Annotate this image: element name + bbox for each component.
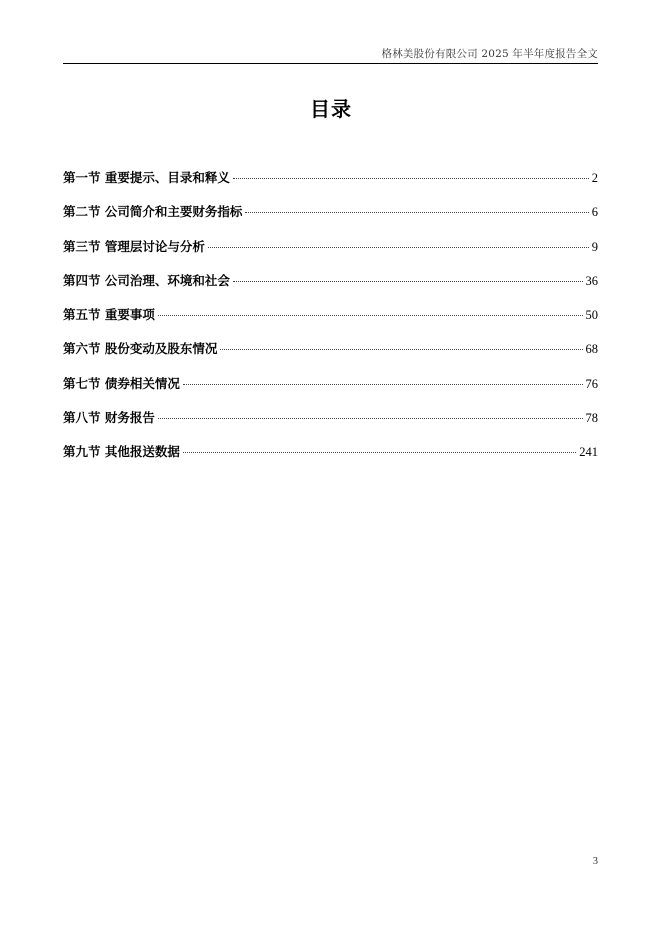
toc-entry[interactable] [63, 237, 598, 271]
dot-leader [208, 247, 589, 248]
dot-leader [233, 178, 589, 179]
dot-leader [245, 212, 588, 213]
toc-entry-page: 9 [591, 239, 598, 254]
toc-entry-label: 第七节 债券相关情况 [63, 375, 180, 391]
toc-entry-label: 第八节 财务报告 [63, 410, 155, 426]
toc-entry-page: 241 [579, 445, 598, 460]
table-of-contents [63, 168, 598, 477]
toc-entry-label: 第九节 其他报送数据 [63, 444, 180, 460]
toc-entry-page: 78 [585, 411, 598, 426]
toc-entry[interactable] [63, 374, 598, 408]
toc-entry[interactable] [63, 202, 598, 236]
toc-entry[interactable] [63, 442, 598, 476]
toc-entry-page: 50 [585, 308, 598, 323]
running-header: 格林美股份有限公司 2025 年半年度报告全文 [381, 48, 598, 60]
toc-entry-page: 36 [585, 273, 598, 288]
toc-entry-label: 第一节 重要提示、目录和释义 [63, 170, 230, 185]
toc-entry-page: 2 [591, 171, 598, 185]
dot-leader [233, 281, 583, 282]
dot-leader [158, 315, 583, 316]
toc-entry-page: 6 [591, 205, 598, 220]
toc-entry-page: 76 [585, 376, 598, 391]
dot-leader [183, 452, 576, 453]
toc-title: 目录 [310, 97, 352, 121]
page-number: 3 [592, 856, 598, 867]
toc-entry[interactable] [63, 408, 598, 442]
toc-entry-label: 第三节 管理层讨论与分析 [63, 238, 205, 254]
toc-entry-page: 68 [585, 342, 598, 357]
toc-entry[interactable] [63, 339, 598, 373]
toc-entry-label: 第六节 股份变动及股东情况 [63, 341, 218, 357]
toc-entry[interactable] [63, 305, 598, 339]
header-divider [63, 63, 598, 64]
dot-leader [158, 418, 583, 419]
toc-entry-label: 第四节 公司治理、环境和社会 [63, 272, 230, 288]
dot-leader [183, 384, 583, 385]
toc-entry-label: 第二节 公司简介和主要财务指标 [63, 204, 243, 220]
dot-leader [220, 349, 582, 350]
toc-entry-label: 第五节 重要事项 [63, 307, 155, 323]
toc-entry[interactable] [63, 271, 598, 305]
toc-entry[interactable] [63, 168, 598, 202]
